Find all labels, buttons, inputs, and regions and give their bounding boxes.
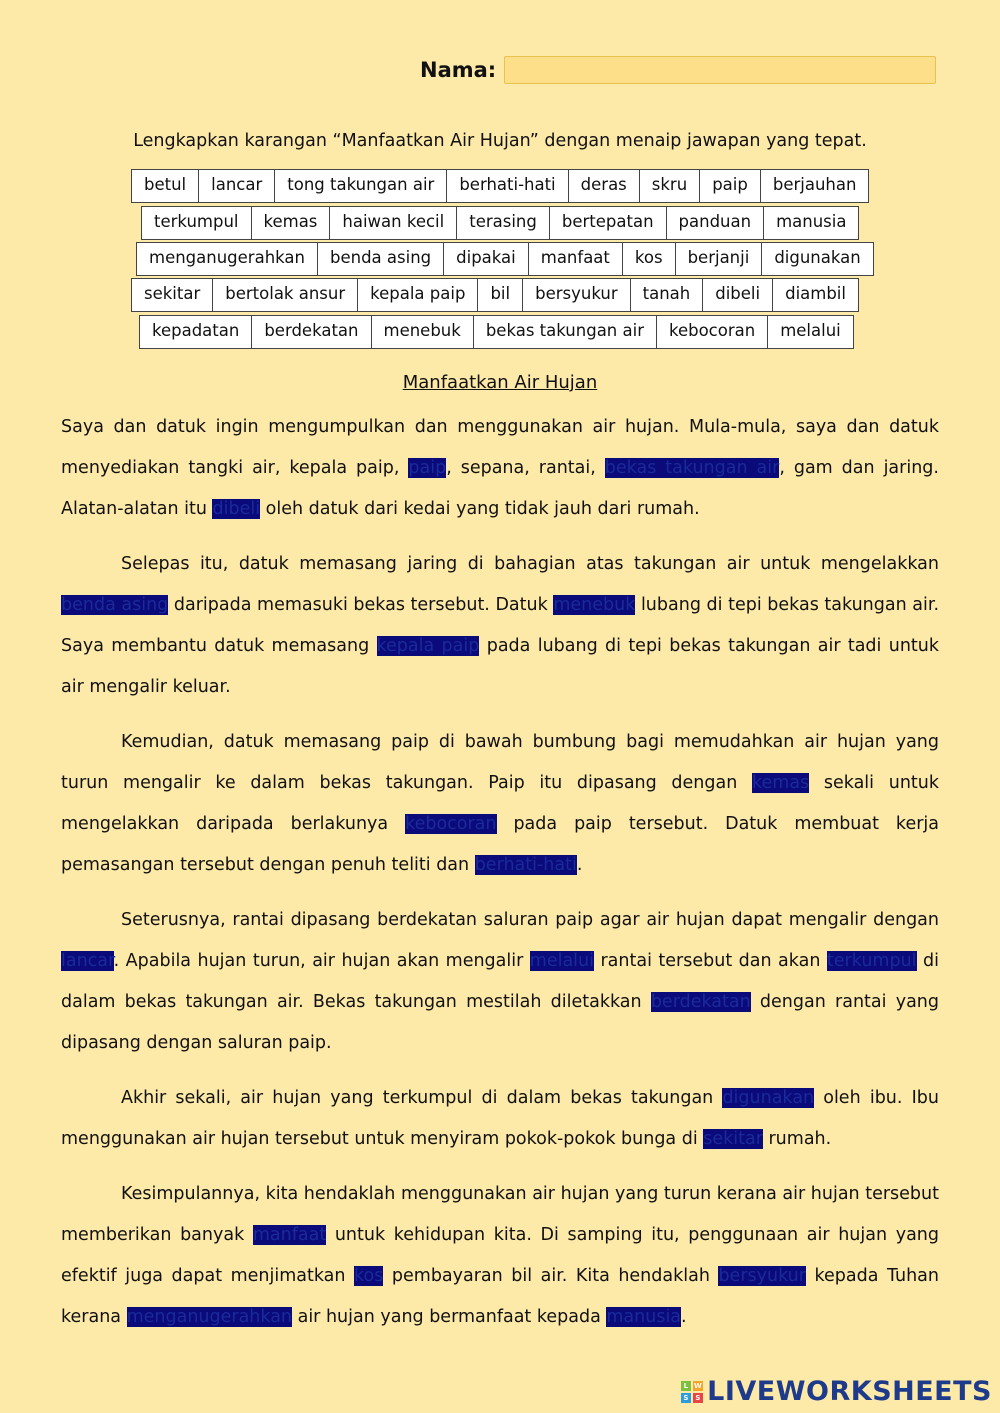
story-text: untuk kehidupan kita. Di samping itu, penggunaan air hujan yang efektif juga dapat menjimatkan (61, 1225, 939, 1286)
story-text: oleh ibu. Ibu menggunakan air hujan tersebut untuk menyiram pokok-pokok bunga di (61, 1088, 939, 1149)
story-text: pembayaran bil air. Kita hendaklah (383, 1266, 719, 1286)
story-text: , sepana, rantai, (446, 458, 605, 478)
answer-blank[interactable]: menebuk (553, 595, 636, 615)
word-bank-item: menebuk (371, 315, 474, 349)
answer-blank[interactable]: melalui (529, 951, 594, 971)
logo-mark-cell: S (693, 1393, 703, 1403)
story-paragraph (61, 722, 939, 886)
story-text: kepada Tuhan kerana (61, 1266, 940, 1327)
story-text: pada paip tersebut. Datuk membuat kerja pemasangan tersebut dengan penuh teliti dan (61, 814, 939, 875)
word-bank-row (131, 169, 868, 203)
word-bank-item: bertolak ansur (212, 278, 358, 312)
story-text: Seterusnya, rantai dipasang berdekatan saluran paip agar air hujan dapat mengalir dengan (121, 910, 939, 930)
answer-blank[interactable]: terkumpul (826, 951, 917, 971)
name-label: Nama: (420, 58, 497, 82)
liveworksheets-logo (681, 1376, 992, 1407)
word-bank-item: sekitar (131, 278, 213, 312)
word-bank-row (131, 278, 858, 312)
logo-mark-icon (681, 1381, 703, 1403)
word-bank-item: dibeli (702, 278, 773, 312)
story-text: lubang di tepi bekas takungan air. Saya membantu datuk memasang (61, 595, 940, 656)
answer-blank[interactable]: manusia (606, 1307, 682, 1327)
word-bank-item: terkumpul (141, 206, 252, 240)
word-bank-item: berhati-hati (446, 169, 568, 203)
word-bank-item: dipakai (443, 242, 529, 276)
story-text: rantai tersebut dan akan (594, 951, 827, 971)
story-text: Kemudian, datuk memasang paip di bawah bumbung bagi memudahkan air hujan yang turun mengalir ke dalam bekas takungan. Paip itu dipasang dengan (61, 732, 939, 793)
story-text: daripada memasuki bekas tersebut. Datuk (168, 595, 554, 615)
word-bank-item: menganugerahkan (136, 242, 318, 276)
answer-blank[interactable]: menganugerahkan (126, 1307, 293, 1327)
word-bank-item: bekas takungan air (473, 315, 657, 349)
word-bank-item: lancar (198, 169, 275, 203)
story-body (61, 407, 939, 1352)
logo-mark-cell: L (681, 1381, 691, 1391)
story-text: air hujan yang bermanfaat kepada (292, 1307, 607, 1327)
word-bank-item: tanah (630, 278, 704, 312)
word-bank-item: manusia (763, 206, 859, 240)
answer-blank[interactable]: bekas takungan air (604, 458, 780, 478)
word-bank-item: kebocoran (656, 315, 768, 349)
story-text: rumah. (762, 1129, 832, 1149)
answer-blank[interactable]: bersyukur (718, 1266, 806, 1286)
story-text: . (576, 855, 583, 875)
word-bank-item: bil (477, 278, 523, 312)
word-bank-item: skru (639, 169, 700, 203)
story-text: pada lubang di tepi bekas takungan air tadi untuk air mengalir keluar. (61, 636, 940, 697)
word-bank-item: deras (568, 169, 640, 203)
word-bank-item: panduan (666, 206, 765, 240)
story-text: oleh datuk dari kedai yang tidak jauh dari rumah. (260, 499, 700, 519)
word-bank-item: bersyukur (522, 278, 631, 312)
story-text: Akhir sekali, air hujan yang terkumpul di dalam bekas takungan (121, 1088, 723, 1108)
answer-blank[interactable]: kebocoran (405, 814, 497, 834)
answer-blank[interactable]: berdekatan (650, 992, 751, 1012)
instruction: Lengkapkan karangan “Manfaatkan Air Hujan” dengan menaip jawapan yang tepat. (133, 131, 867, 151)
answer-blank[interactable]: dibeli (212, 499, 261, 519)
story-text: sekali untuk mengelakkan daripada berlakunya (61, 773, 939, 834)
answer-blank[interactable]: kemas (752, 773, 810, 793)
word-bank-item: terasing (456, 206, 550, 240)
word-bank-item: kemas (251, 206, 331, 240)
word-bank-item: tong takungan air (274, 169, 447, 203)
logo-mark-cell: W (694, 1381, 703, 1390)
word-bank-item: melalui (767, 315, 854, 349)
logo-text: LIVEWORKSHEETS (707, 1376, 992, 1407)
word-bank-item: digunakan (761, 242, 873, 276)
word-bank-row (136, 242, 873, 276)
word-bank-item: kepadatan (139, 315, 252, 349)
story-text: . (681, 1307, 687, 1327)
word-bank-item: berjanji (675, 242, 763, 276)
story-paragraph (61, 1174, 939, 1338)
word-bank-item: kepala paip (357, 278, 478, 312)
word-bank-item: kos (622, 242, 676, 276)
story-text: . Apabila hujan turun, air hujan akan mengalir (113, 951, 530, 971)
answer-blank[interactable]: benda asing (61, 595, 169, 615)
story-text: Saya dan datuk ingin mengumpulkan dan menggunakan air hujan. Mula-mula, saya dan datuk menyediakan tangki air, kepala paip, (61, 417, 939, 478)
word-bank-item: bertepatan (549, 206, 667, 240)
answer-blank[interactable]: sekitar (703, 1129, 763, 1149)
story-text: dengan rantai yang dipasang dengan saluran paip. (61, 992, 939, 1053)
story-paragraph (61, 1078, 939, 1160)
story-title: Manfaatkan Air Hujan (402, 372, 598, 393)
word-bank-item: diambil (772, 278, 859, 312)
story-text: di dalam bekas takungan air. Bekas takungan mestilah diletakkan (61, 951, 939, 1012)
word-bank-row (139, 315, 853, 349)
answer-blank[interactable]: berhati-hati (474, 855, 577, 875)
name-input[interactable] (504, 56, 936, 84)
word-bank-item: betul (131, 169, 199, 203)
word-bank-item: benda asing (317, 242, 444, 276)
logo-mark-cell: S (681, 1393, 691, 1403)
story-paragraph (61, 544, 939, 708)
answer-blank[interactable]: kos (354, 1266, 384, 1286)
answer-blank[interactable]: kepala paip (376, 636, 480, 656)
word-bank-item: berdekatan (251, 315, 371, 349)
story-text: , gam dan jaring. Alatan-alatan itu (61, 458, 939, 519)
name-row (420, 56, 936, 84)
answer-blank[interactable]: lancar (61, 951, 114, 971)
word-bank-item: paip (699, 169, 761, 203)
answer-blank[interactable]: manfaat (252, 1225, 327, 1245)
story-paragraph (61, 900, 939, 1064)
word-bank-item: haiwan kecil (329, 206, 457, 240)
story-text: Kesimpulannya, kita hendaklah menggunakan air hujan yang turun kerana air hujan tersebut memberikan banyak (61, 1184, 939, 1245)
story-paragraph (61, 407, 939, 530)
answer-blank[interactable]: paip (408, 458, 447, 478)
answer-blank[interactable]: digunakan (722, 1088, 815, 1108)
word-bank-row (141, 206, 858, 240)
story-text: Selepas itu, datuk memasang jaring di bahagian atas takungan air untuk mengelakkan (121, 554, 939, 574)
word-bank-item: manfaat (528, 242, 623, 276)
word-bank-item: berjauhan (760, 169, 870, 203)
